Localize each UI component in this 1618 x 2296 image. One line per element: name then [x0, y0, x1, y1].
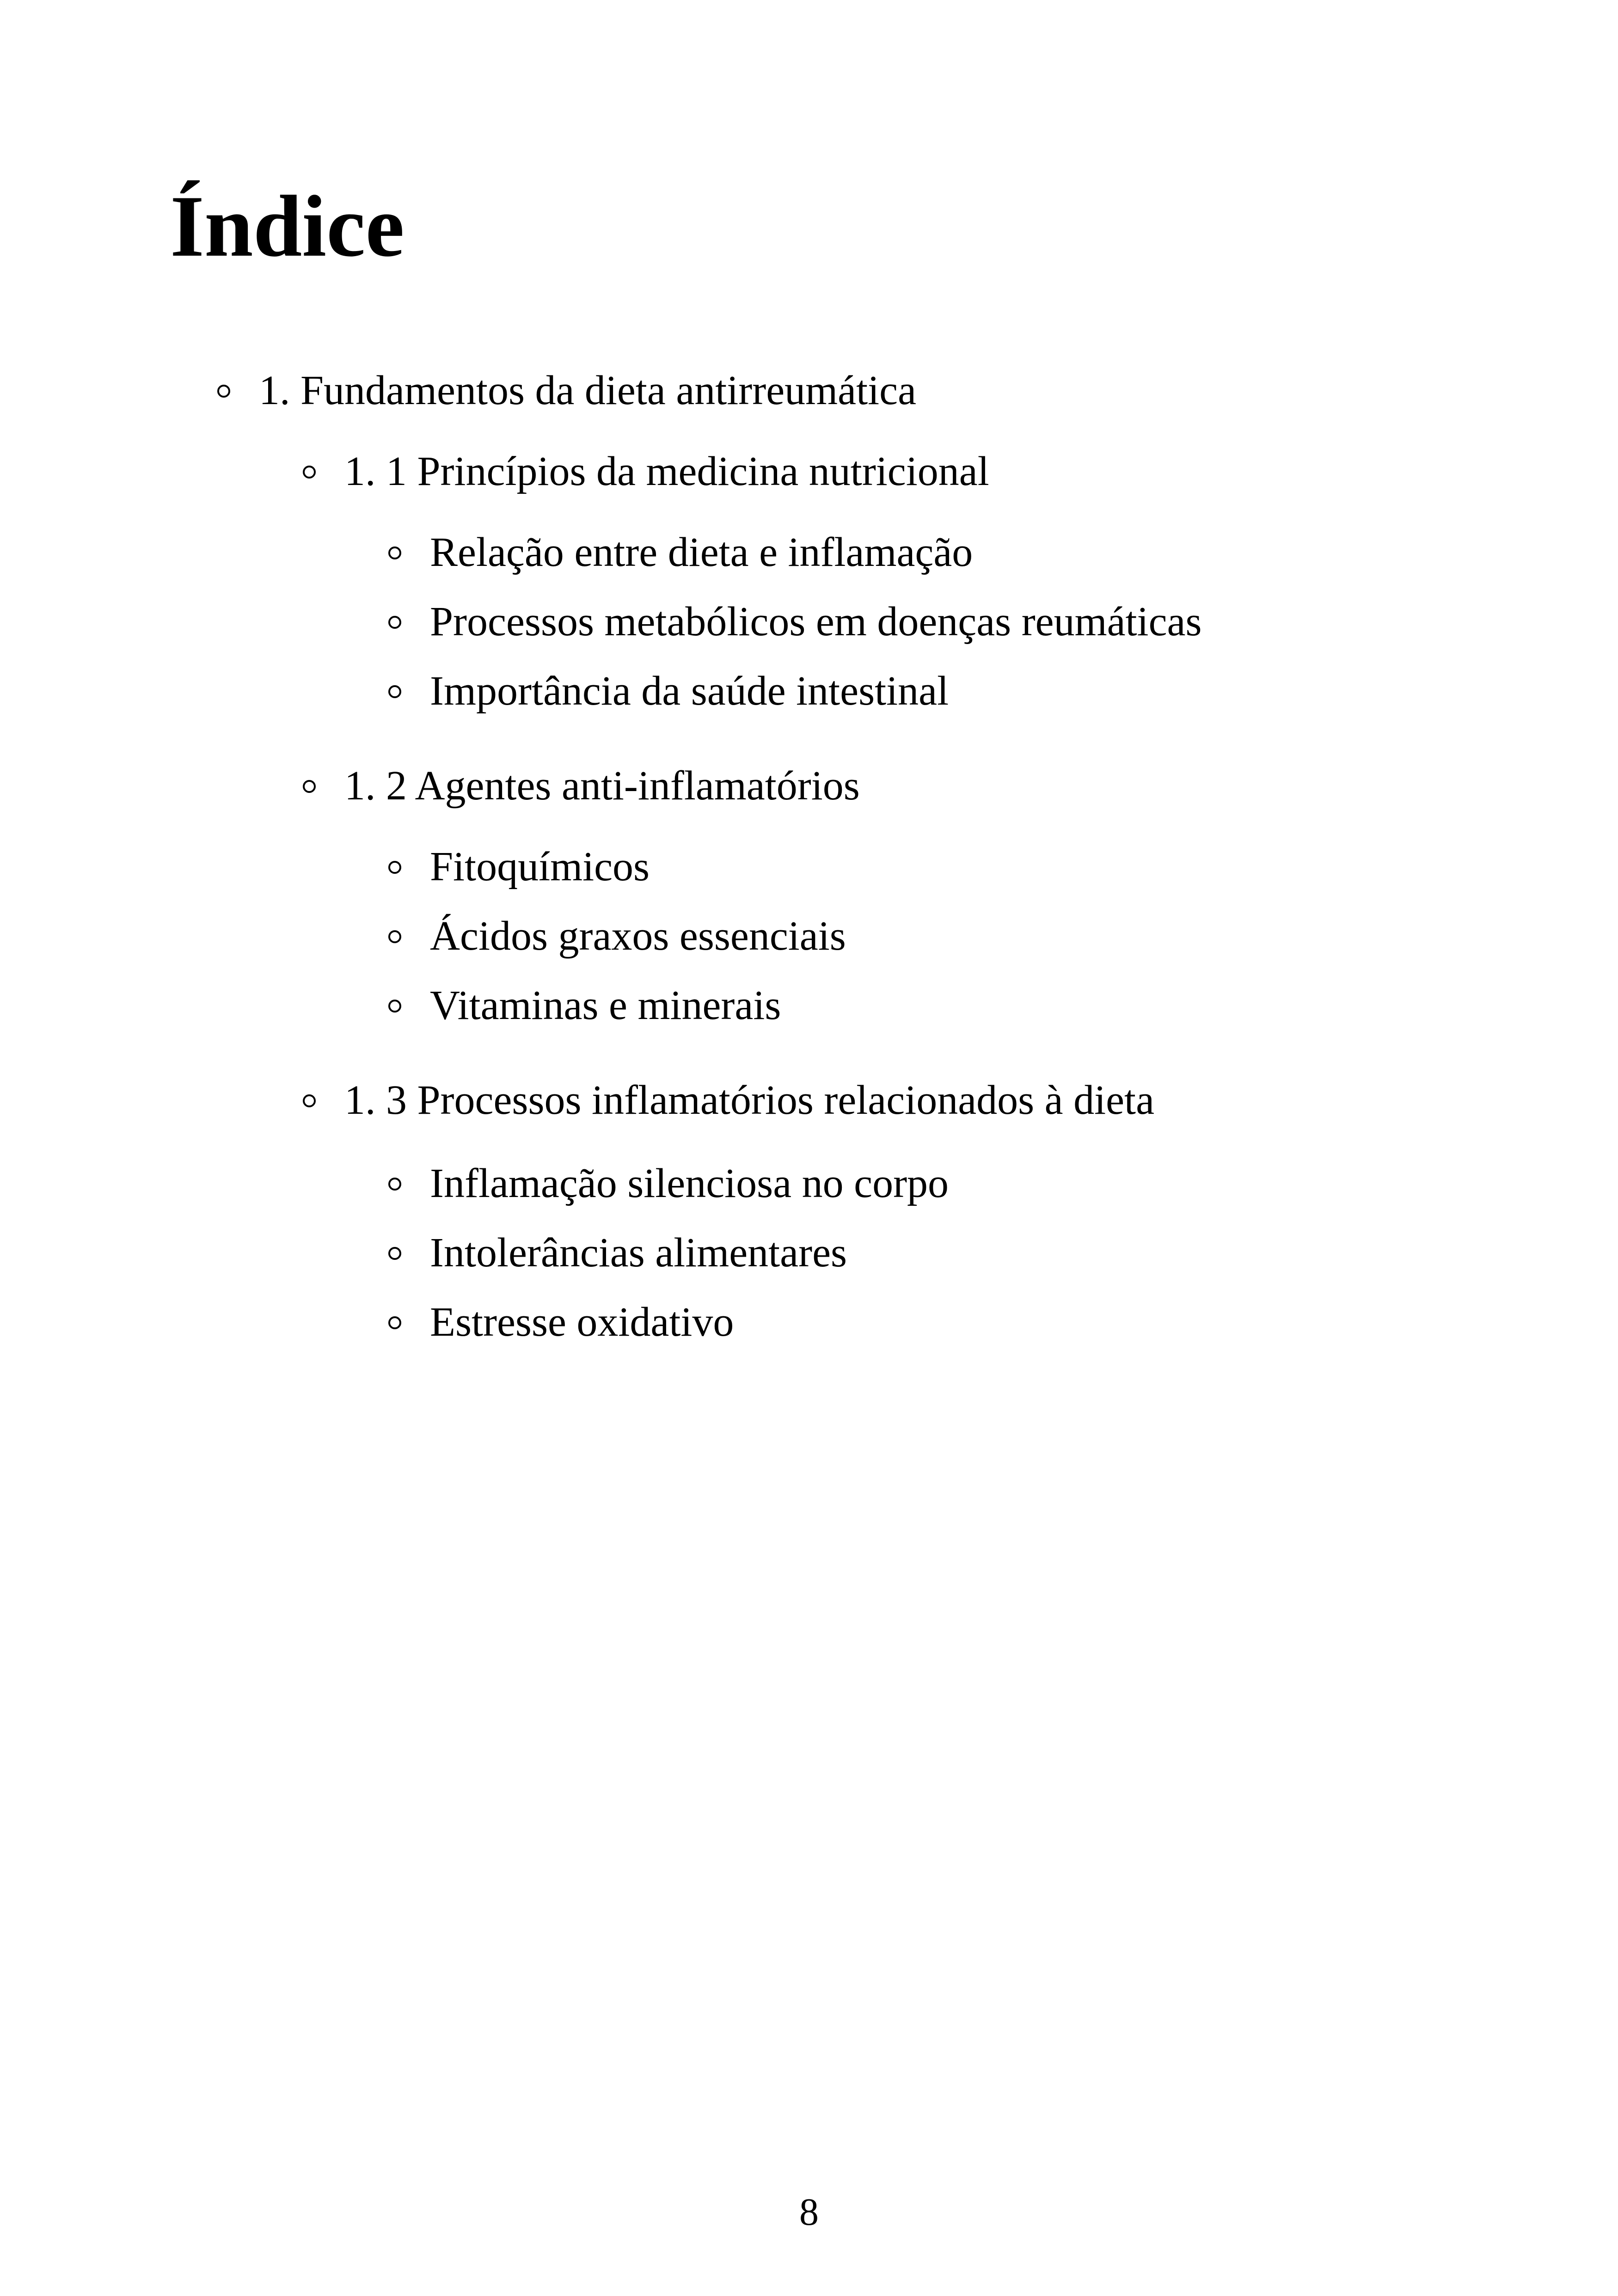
circle-bullet-icon: [388, 1316, 401, 1329]
circle-bullet-icon: [388, 930, 401, 943]
toc-section-1-2-label: 1. 2 Agentes anti-inflamatórios: [344, 763, 860, 809]
page-title: Índice: [170, 178, 404, 275]
circle-bullet-icon: [303, 780, 316, 793]
toc-item-label: Fitoquímicos: [430, 844, 650, 890]
circle-bullet-icon: [388, 1247, 401, 1260]
toc-item-label: Relação entre dieta e inflamação: [430, 529, 973, 575]
circle-bullet-icon: [303, 1094, 316, 1107]
circle-bullet-icon: [388, 546, 401, 559]
toc-item-label: Vitaminas e minerais: [430, 982, 781, 1028]
circle-bullet-icon: [303, 466, 316, 479]
toc-section-1-1-label: 1. 1 Princípios da medicina nutricional: [344, 448, 989, 494]
circle-bullet-icon: [388, 861, 401, 874]
circle-bullet-icon: [388, 616, 401, 629]
toc-item-label: Estresse oxidativo: [430, 1299, 734, 1345]
toc-chapter-1-label: 1. Fundamentos da dieta antirreumática: [259, 368, 917, 413]
circle-bullet-icon: [388, 1000, 401, 1013]
toc-item-label: Intolerâncias alimentares: [430, 1230, 847, 1276]
circle-bullet-icon: [217, 385, 230, 398]
toc-item-label: Processos metabólicos em doenças reumáticas: [430, 599, 1202, 645]
toc-item-label: Importância da saúde intestinal: [430, 668, 949, 714]
page-number: 8: [799, 2191, 819, 2234]
circle-bullet-icon: [388, 1178, 401, 1191]
circle-bullet-icon: [388, 685, 401, 698]
toc-item-label: Inflamação silenciosa no corpo: [430, 1160, 949, 1206]
toc-item-label: Ácidos graxos essenciais: [430, 913, 846, 959]
toc-section-1-3-label: 1. 3 Processos inflamatórios relacionados à dieta: [344, 1077, 1155, 1123]
